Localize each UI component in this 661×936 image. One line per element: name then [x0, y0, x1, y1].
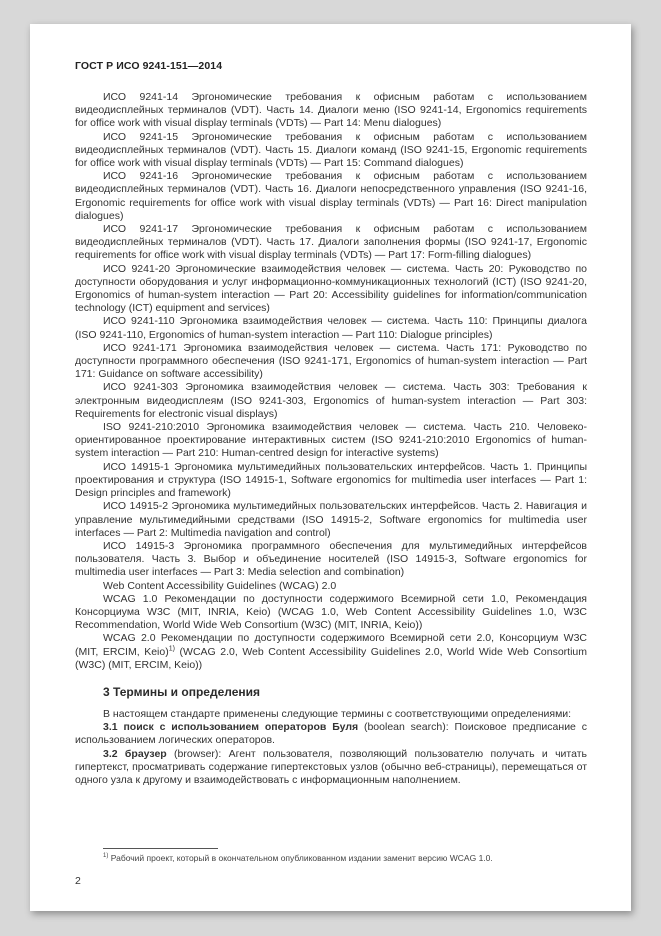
- footnote-separator-rule: [103, 848, 218, 849]
- footnote-area: [75, 848, 587, 864]
- reference-paragraph: WCAG 1.0 Рекомендации по доступности содержимого Всемирной сети 1.0, Рекомендация Консорциума W3C (MIT, INRIA, Keio) (WCAG 1.0, Web Content Accessibility Guidelines 1.0, W3C Recommendation, World Wide Web Consortium (W3C) (MIT, INRIA, Keio)): [75, 592, 587, 632]
- document-page: [30, 24, 631, 911]
- reference-paragraph: ИСО 9241-20 Эргономические взаимодействия человек — система. Часть 20: Руководство по доступности оборудования и услуг информационно-коммуникационных технологий (ICT) (ISO 9241-20, Ergonomics of human-system interaction — Part 20: Accessibility guidelines for information/communication technology (ICT) equipment and services): [75, 262, 587, 315]
- footnote-text: [75, 853, 587, 864]
- term-label: 3.1 поиск с использованием операторов Буля: [103, 721, 359, 734]
- section-heading: 3 Термины и определения: [103, 684, 261, 699]
- term-definition: [75, 748, 587, 788]
- wcag2-text-before: WCAG 2.0 Рекомендации по доступности содержимого Всемирной сети 2.0, Консорциум W3C (MIT, ERCIM, Keio): [75, 632, 587, 658]
- page-number: 2: [75, 875, 81, 887]
- reference-paragraph: ИСО 14915-2 Эргономика мультимедийных пользовательских интерфейсов. Часть 2. Навигация и управление мультимедийными средствами (ISO 14915-2, Software ergonomics for multimedia user interfaces — Part 2: Multimedia navigation and control): [75, 500, 587, 539]
- reference-paragraph: ИСО 9241-110 Эргономика взаимодействия человек — система. Часть 110: Принципы диалога (ISO 9241-110, Ergonomics of human-system interaction — Part 110: Dialogue principles): [75, 315, 587, 341]
- term-label: 3.2 браузер: [103, 747, 167, 760]
- reference-paragraph: ИСО 14915-3 Эргономика программного обеспечения для мультимедийных интерфейсов пользователя. Часть 3. Выбор и объединение носителей (ISO 14915-3, Software ergonomics for multimedia user interfaces — Part 3: Media selection and combination): [75, 539, 587, 579]
- page-content: [75, 60, 587, 787]
- term-text: (browser): Агент пользователя, позволяющий пользователю получать и читать гипертекст, просматривать содержание гипертекстовых узлов (обычно веб-страницы), перемещаться от одного узла к другому и взаимодействовать с информационным наполнением.: [75, 747, 587, 786]
- reference-paragraph: ИСО 9241-14 Эргономические требования к офисным работам с использованием видеодисплейных терминалов (VDT). Часть 14. Диалоги меню (ISO 9241-14, Ergonomics requirements for office work with visual display terminals (VDTs) — Part 14: Menu dialogues): [75, 91, 587, 130]
- section-intro: В настоящем стандарте применены следующие термины с соответствующими определениями:: [103, 707, 572, 720]
- reference-paragraph: ИСО 9241-171 Эргономика взаимодействия человек — система. Часть 171: Руководство по доступности программного обеспечения (ISO 9241-171, Ergonomics of human-system interaction — Part 171: Guidance on software accessibility): [75, 341, 587, 381]
- reference-paragraph: ИСО 9241-303 Эргономика взаимодействия человек — система. Часть 303: Требования к электронным видеодисплеям (ISO 9241-303, Ergonomics of human-system interaction — Part 303: Requirements for electronic visual displays): [75, 381, 587, 420]
- term-definition: [75, 721, 587, 747]
- wcag2-text-after: (WCAG 2.0, Web Content Accessibility Guidelines 2.0, World Wide Web Consortium (W3C) (MIT, ERCIM, Keio)): [75, 645, 587, 671]
- footnote-marker: 1): [103, 853, 109, 860]
- reference-paragraph: ИСО 14915-1 Эргономика мультимедийных пользовательских интерфейсов. Часть 1. Принципы проектирования и структура (ISO 14915-1, Software ergonomics for multimedia user interfaces — Part 1: Design principles and framework): [75, 460, 587, 500]
- reference-paragraph: ИСО 9241-17 Эргономические требования к офисным работам с использованием видеодисплейных терминалов (VDT). Часть 17. Диалоги заполнения формы (ISO 9241-17, Ergonomic requirements for office work with visual display terminals (VDTs) — Part 17: Form-filling dialogues): [75, 223, 587, 262]
- reference-paragraph-wcag2: [75, 632, 587, 672]
- reference-paragraph: ИСО 9241-15 Эргономические требования к офисным работам с использованием видеодисплейных терминалов (VDT). Часть 15. Диалоги команд (ISO 9241-15, Ergonomic requirements for office work with visual display terminals (VDTs) — Part 15: Command dialogues): [75, 130, 587, 170]
- footnote-body: Рабочий проект, который в окончательном опубликованном издании заменит версию WCAG 1.0.: [110, 853, 493, 863]
- term-text: (boolean search): Поисковое предписание с использованием логических операторов.: [75, 721, 587, 747]
- footnote-marker-inline: 1): [168, 645, 175, 653]
- document-code-header: ГОСТ Р ИСО 9241-151—2014: [75, 60, 223, 72]
- reference-paragraph: Web Content Accessibility Guidelines (WCAG) 2.0: [103, 579, 337, 592]
- reference-paragraph: ISO 9241-210:2010 Эргономика взаимодействия человек — система. Часть 210. Человеко-ориентированное проектирование интерактивных систем (ISO 9241-210:2010 Ergonomics of human-system interaction — Part 210: Human-centred design for interactive systems): [75, 421, 587, 460]
- reference-paragraph: ИСО 9241-16 Эргономические требования к офисным работам с использованием видеодисплейных терминалов (VDT). Часть 16. Диалоги непосредственного управления (ISO 9241-16, Ergonomic requirements for office work with visual display terminals (VDTs) — Part 16: Direct manipulation dialogues): [75, 170, 587, 222]
